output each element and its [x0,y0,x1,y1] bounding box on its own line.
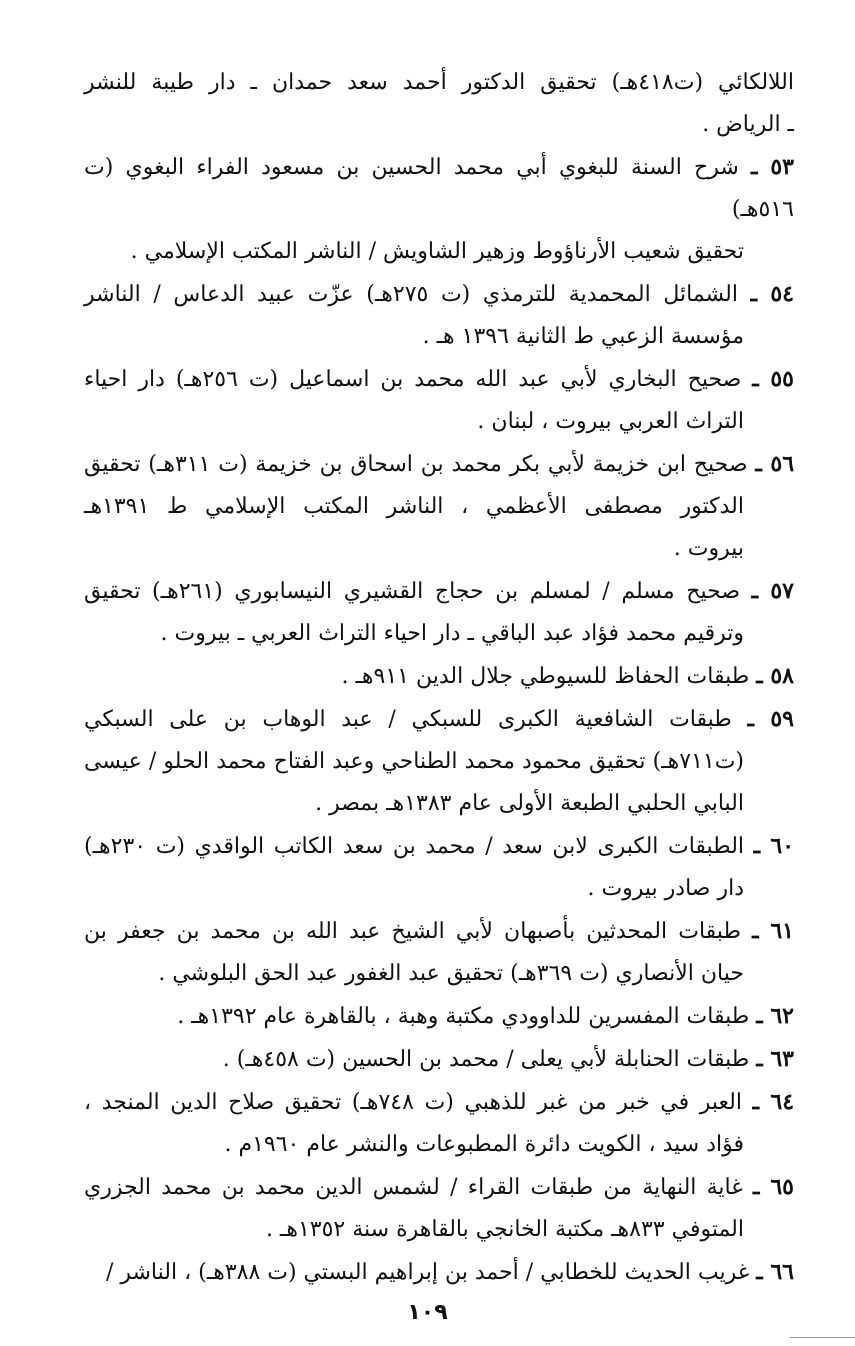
bibliography-entry [84,698,794,825]
bibliography-entry [84,1166,794,1251]
entry-text: غريب الحديث للخطابي / أحمد بن إبراهيم البستي (ت ٣٨٨هـ) ، الناشر / [105,1260,750,1285]
entry-text: طبقات المحدثين بأصبهان لأبي الشيخ عبد الله بن محمد بن جعفر بن [84,919,741,944]
entry-number: ٦٥ ـ [753,1174,794,1200]
entry-line [84,528,794,570]
entry-line [84,868,794,910]
entry-line [84,1166,794,1209]
entry-line [84,401,794,443]
entry-number: ٥٨ ـ [756,663,794,689]
bibliography-entry [84,1038,794,1081]
entry-line [84,62,794,104]
entry-text: ـ الرياض . [702,112,794,137]
entry-text: طبقات الحفاظ للسيوطي جلال الدين ٩١١هـ . [341,664,750,689]
entry-line [84,613,794,655]
entry-line [84,443,794,486]
entry-line [84,486,794,528]
entry-line [84,1251,794,1294]
bibliography-entry [84,1251,794,1294]
entry-number: ٦٠ ـ [753,833,795,859]
entry-line [84,231,794,273]
entry-line [84,1081,794,1124]
entry-text: بيروت . [673,536,744,561]
entry-line [84,741,794,783]
bibliography-entry [84,825,794,910]
entry-text: البابي الحلبي الطبعة الأولى عام ١٣٨٣هـ بمصر . [315,791,744,816]
entry-line [84,146,794,231]
top-edge [0,0,855,2]
bibliography-entry [84,273,794,358]
bibliography-entry [84,443,794,570]
entry-text: اللالكائي (ت٤١٨هـ) تحقيق الدكتور أحمد سعد حمدان ـ دار طيبة للنشر [84,70,794,95]
entry-number: ٦١ ـ [752,918,794,944]
entry-line [84,570,794,613]
bibliography-entry [84,995,794,1038]
entry-number: ٦٣ ـ [756,1046,794,1072]
footer-rule [790,1337,855,1338]
entry-number: ٦٦ ـ [756,1259,794,1285]
entry-line [84,910,794,953]
bibliography-entry [84,910,794,995]
bibliography-entry [84,655,794,698]
bibliography-entry [84,1081,794,1166]
entry-number: ٦٢ ـ [756,1003,794,1029]
bibliography-entry [84,146,794,273]
entry-number: ٥٣ ـ [751,154,794,180]
entry-line [84,783,794,825]
entry-text: مؤسسة الزعبي ط الثانية ١٣٩٦ هـ . [422,324,744,349]
page-number: ١٠٩ [407,1300,448,1325]
entry-text: طبقات المفسرين للداوودي مكتبة وهبة ، بالقاهرة عام ١٣٩٢هـ . [177,1004,750,1029]
entry-text: دار صادر بيروت . [587,876,744,901]
entry-number: ٥٩ ـ [747,706,794,732]
entry-text: غاية النهاية من طبقات القراء / لشمس الدين محمد بن محمد الجزري [84,1175,743,1200]
entry-text: صحيح البخاري لأبي عبد الله محمد بن اسماعيل (ت ٢٥٦هـ) دار احياء [84,367,742,392]
entry-line [84,358,794,401]
entry-line [84,825,794,868]
entry-number: ٥٤ ـ [750,281,794,307]
entry-text: العبر في خبر من غبر للذهبي (ت ٧٤٨هـ) تحقيق صلاح الدين المنجد ، [84,1090,742,1115]
entry-number: ٦٤ ـ [752,1089,795,1115]
entry-text: طبقات الحنابلة لأبي يعلى / محمد بن الحسين (ت ٤٥٨هـ) . [222,1047,750,1072]
entry-number: ٥٦ ـ [755,451,795,477]
entry-line [84,316,794,358]
entry-line [84,1038,794,1081]
entry-text: الشمائل المحمدية للترمذي (ت ٢٧٥هـ) عزّت عبيد الدعاس / الناشر [84,282,738,307]
entry-line [84,1124,794,1166]
entry-number: ٥٧ ـ [751,578,794,604]
entry-line [84,953,794,995]
bibliography-entry-continuation [84,62,794,146]
entry-line [84,698,794,741]
entry-text: طبقات الشافعية الكبرى للسبكي / عبد الوهاب بن على السبكي [84,707,732,732]
entry-line [84,995,794,1038]
entry-line [84,104,794,146]
entry-text: صحيح مسلم / لمسلم بن حجاج القشيري النيسابوري (٢٦١هـ) تحقيق [84,579,740,604]
entry-text: وترقيم محمد فؤاد عبد الباقي ـ دار احياء التراث العربي ـ بيروت . [160,621,744,646]
entry-line [84,1209,794,1251]
entry-text: صحيح ابن خزيمة لأبي بكر محمد بن اسحاق بن خزيمة (ت ٣١١هـ) تحقيق [84,452,748,477]
entry-line [84,655,794,698]
bibliography-entry [84,570,794,655]
entry-number: ٥٥ ـ [752,366,794,392]
entry-text: تحقيق شعيب الأرناؤوط وزهير الشاويش / الناشر المكتب الإسلامي . [130,239,744,264]
entry-text: فؤاد سيد ، الكويت دائرة المطبوعات والنشر عام ١٩٦٠م . [224,1132,744,1157]
entry-line [84,273,794,316]
entry-text: الدكتور مصطفى الأعظمي ، الناشر المكتب الإسلامي ط ١٣٩١هـ [84,494,744,519]
entry-text: (ت٧١١هـ) تحقيق محمود محمد الطناحي وعبد الفتاح محمد الحلو / عيسى [84,749,744,774]
bibliography-entry [84,358,794,443]
entry-text: المتوفي ٨٣٣هـ مكتبة الخانجي بالقاهرة سنة ١٣٥٢هـ . [265,1217,744,1242]
entry-text: حيان الأنصاري (ت ٣٦٩هـ) تحقيق عبد الغفور عبد الحق البلوشي . [158,961,744,986]
entry-text: الطبقات الكبرى لابن سعد / محمد بن سعد الكاتب الواقدي (ت ٢٣٠هـ) [84,834,745,859]
entry-text: شرح السنة للبغوي أبي محمد الحسين بن مسعود الفراء البغوي (ت ٥١٦هـ) [84,155,794,222]
bibliography-list [84,62,794,1294]
entry-text: التراث العربي بيروت ، لبنان . [477,409,744,434]
